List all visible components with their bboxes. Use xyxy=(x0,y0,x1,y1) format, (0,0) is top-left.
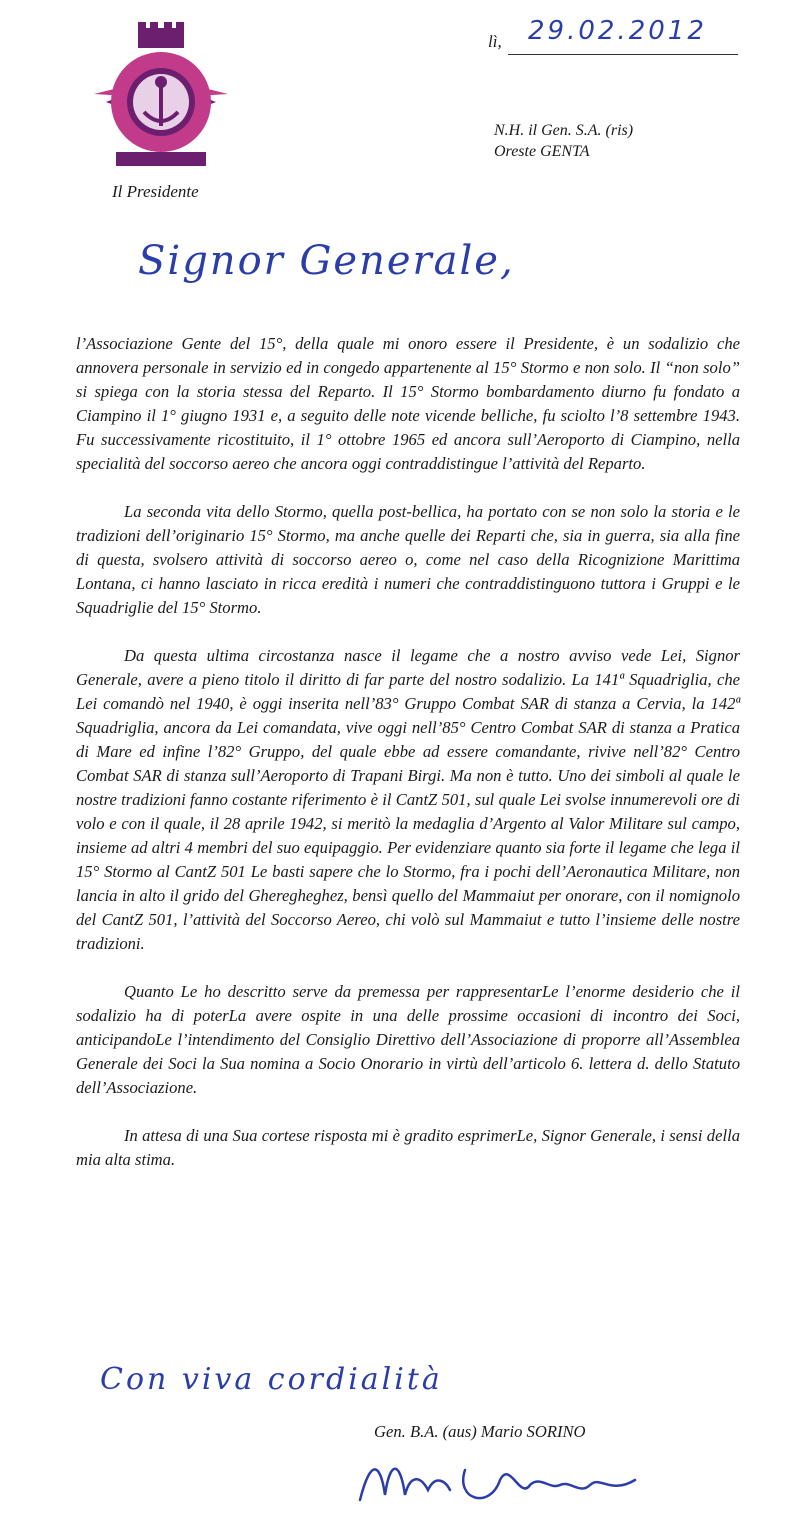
date-value: 29.02.2012 xyxy=(528,16,707,46)
date-prefix: lì, xyxy=(488,32,502,51)
association-emblem xyxy=(86,22,236,182)
date-field xyxy=(488,18,738,54)
paragraph-4: Quanto Le ho descritto serve da premessa per rappresentarLe l’enorme desiderio che il sodalizio ha di poterLa avere ospite in una delle prossime occasioni di incontro dei Soci, anticipandoLe l’intendimento del Consiglio Direttivo dell’Associazione di proporre all’Assemblea Generale dei Soci la Sua nomina a Socio Onorario in virtù dell’articolo 6. lettera d. dello Statuto dell’Associazione. xyxy=(76,982,740,1097)
letter-body xyxy=(76,332,740,1196)
handwritten-closing: Con viva cordialità xyxy=(100,1362,443,1397)
recipient-block xyxy=(494,120,633,162)
paragraph-5: In attesa di una Sua cortese risposta mi è gradito esprimerLe, Signor Generale, i sensi della mia alta stima. xyxy=(76,1126,740,1169)
president-label: Il Presidente xyxy=(112,182,199,201)
paragraph-1: l’Associazione Gente del 15°, della quale mi onoro essere il Presidente, è un sodalizio che annovera personale in servizio ed in congedo appartenente al 15° Stormo e non solo. Il “non solo” si spiega con la storia stessa del Reparto. Il 15° Stormo bombardamento diurno fu fondato a Ciampino il 1° giugno 1931 e, a seguito delle note vicende belliche, fu sciolto l’8 settembre 1943. Fu successivamente ricostituito, il 1° ottobre 1965 ed ancora sull’Aeroporto di Ciampino, nella specialità del soccorso aereo che ancora oggi contraddistingue l’attività del Reparto. xyxy=(76,334,740,473)
paragraph-3: Da questa ultima circostanza nasce il legame che a nostro avviso vede Lei, Signor Generale, avere a pieno titolo il diritto di far parte del nostro sodalizio. La 141ª Squadriglia, che Lei comandò nel 1940, è oggi inserita nell’83° Gruppo Combat SAR di stanza a Cervia, la 142ª Squadriglia, ancora da Lei comandata, vive oggi nell’85° Centro Combat SAR di stanza a Pratica di Mare ed infine l’82° Gruppo, del quale ebbe ad essere comandante, rivive nell’82° Centro Combat SAR di stanza sull’Aeroporto di Trapani Birgi. Ma non è tutto. Uno dei simboli al quale le nostre tradizioni fanno costante riferimento è il CantZ 501, sul quale Lei svolse innumerevoli ore di volo e con il quale, il 28 aprile 1942, si meritò la medaglia d’Argento al Valor Militare sul campo, insieme ad altri 4 membri del suo equipaggio. Per evidenziare quanto sia forte il legame che lega il 15° Stormo al CantZ 501 Le basti sapere che lo Stormo, fra i pochi dell’Aeronautica Militare, non lancia in alto il grido del Gheregheghez, bensì quello del Mammaiut per onorare, con il nomignolo del CantZ 501, l’attività del Soccorso Aereo, chi volò sul Mammaiut e tutto l’insieme delle nostre tradizioni. xyxy=(76,646,740,953)
signer-name: Gen. B.A. (aus) Mario SORINO xyxy=(374,1422,586,1441)
paragraph-2: La seconda vita dello Stormo, quella post-bellica, ha portato con se non solo la storia e le tradizioni dell’originario 15° Stormo, ma anche quelle dei Reparti che, sia in guerra, sia alla fine di questa, svolsero attività di soccorso aereo o, come nel caso della Ricognizione Marittima Lontana, ci hanno lasciato in ricca eredità i numeri che contraddistinguono tuttora i Gruppi e le Squadriglie del 15° Stormo. xyxy=(76,502,740,617)
handwritten-signature xyxy=(350,1440,650,1520)
crown-icon xyxy=(138,22,184,48)
date-underline xyxy=(508,54,738,55)
handwritten-salutation: Signor Generale, xyxy=(138,238,515,284)
recipient-title: N.H. il Gen. S.A. (ris) xyxy=(494,122,634,139)
recipient-name: Oreste GENTA xyxy=(494,143,590,160)
